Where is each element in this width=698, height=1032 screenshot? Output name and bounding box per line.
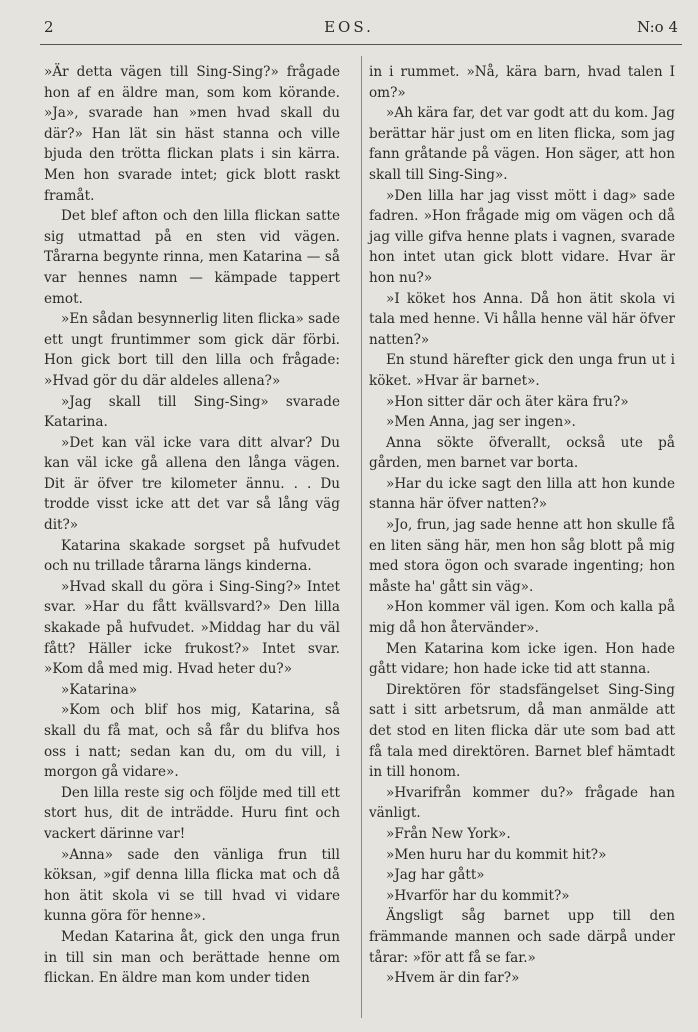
paragraph: Ängsligt såg barnet upp till den främmande mannen och sade därpå under tårar: »för att få se far.» — [369, 908, 675, 966]
header-rule — [40, 44, 682, 45]
left-column — [44, 62, 340, 989]
paragraph: Det blef afton och den lilla flickan satte sig utmattad på en sten vid vägen. Tårarna begynte rinna, men Katarina — så var hennes namn — kämpade tappert emot. — [44, 208, 340, 307]
issue-number: N:o 4 — [637, 18, 678, 36]
paragraph: En stund härefter gick den unga frun ut i köket. »Hvar är barnet». — [369, 352, 675, 389]
paragraph: »Men Anna, jag ser ingen». — [386, 414, 576, 431]
paragraph: »Hvarifrån kommer du?» frågade han vänligt. — [369, 784, 675, 822]
page-header — [0, 18, 698, 40]
paragraph: »Hon kommer väl igen. Kom och kalla på mig då hon återvänder». — [369, 599, 675, 637]
paragraph: »Anna» sade den vänliga frun till köksan, »gif denna lilla flicka mat och då hon ätit skola vi se till hvad vi vidare kunna göra för henne». — [44, 846, 340, 925]
paragraph: »Hvarför har du kommit?» — [386, 887, 570, 904]
paragraph: »Den lilla har jag visst mött i dag» sade fadren. »Hon frågade mig om vägen och då jag ville gifva henne plats i vagnen, svarade hon intet utan gick blott vidare. Hvar är hon nu?» — [369, 187, 675, 286]
paragraph: »Hvem är din far?» — [386, 970, 520, 987]
paragraph: »Men huru har du kommit hit?» — [386, 846, 607, 863]
paragraph: »Jag har gått» — [386, 867, 485, 884]
paragraph: Men Katarina kom icke igen. Hon hade gått vidare; hon hade icke tid att stanna. — [369, 640, 675, 678]
paragraph: »Jo, frun, jag sade henne att hon skulle få en liten säng här, men hon såg blott på mig med stora ögon och svarade ingenting; hon måste ha' gått sin väg». — [369, 517, 675, 595]
paragraph: Direktören för stadsfängelset Sing-Sing satt i sitt arbetsrum, då man anmälde att det stod en liten flicka där ute som bad att få tala med direktören. Barnet blef hämtadt in till honom. — [369, 681, 675, 781]
paragraph: »Ah kära far, det var godt att du kom. Jag berättar här just om en liten flicka, som jag fann gråtande på vägen. Hon säger, att hon skall till Sing-Sing». — [369, 105, 675, 183]
paragraph: Katarina skakade sorgset på hufvudet och nu trillade tårarna längs kinderna. — [44, 537, 340, 575]
paragraph: Anna sökte öfverallt, också ute på gården, men barnet var borta. — [369, 434, 675, 472]
right-column — [369, 62, 675, 989]
paragraph: »Kom och blif hos mig, Katarina, så skall du få mat, och så får du blifva hos oss i natt; sedan kan du, om du vill, i morgon gå vidare». — [44, 702, 340, 781]
paragraph: »Det kan väl icke vara ditt alvar? Du kan väl icke gå allena den långa vägen. Dit är öfver tre kilometer ännu. . . Du trodde visst icke att det var så lång väg dit?» — [44, 434, 340, 534]
paragraph: »En sådan besynnerlig liten flicka» sade ett ungt fruntimmer som gick där förbi. Hon gick bort till den lilla och frågade: »Hvad gör du där aldeles allena?» — [44, 311, 340, 389]
publication-title: EOS. — [324, 18, 374, 36]
paragraph: »Är detta vägen till Sing-Sing?» frågade hon af en äldre man, som kom körande. »Ja», svarade han »men hvad skall du där?» Han lät sin häst stanna och ville bjuda den trötta flickan plats i sin kärra. Men hon svarade intet; gick blott raskt framåt. — [44, 64, 340, 204]
column-divider — [361, 56, 362, 1018]
paragraph: »Från New York». — [386, 825, 511, 842]
paragraph: »I köket hos Anna. Då hon ätit skola vi tala med henne. Vi hålla henne väl här öfver natten?» — [369, 290, 675, 348]
page-number: 2 — [44, 18, 54, 36]
paragraph: »Har du icke sagt den lilla att hon kunde stanna här öfver natten?» — [369, 475, 675, 513]
paragraph: »Jag skall till Sing-Sing» svarade Katarina. — [44, 393, 340, 431]
paragraph: Den lilla reste sig och följde med till ett stort hus, dit de inträdde. Huru fint och vackert därinne var! — [44, 784, 340, 842]
paragraph: »Hvad skall du göra i Sing-Sing?» Intet svar. »Har du fått kvällsvard?» Den lilla skakade på hufvudet. »Middag har du väl fått? Häller icke frukost?» Intet svar. »Kom då med mig. Hvad heter du?» — [44, 578, 340, 678]
paragraph: »Hon sitter där och äter kära fru?» — [386, 393, 629, 410]
paragraph: in i rummet. »Nå, kära barn, hvad talen I om?» — [369, 64, 675, 101]
paragraph: Medan Katarina åt, gick den unga frun in till sin man och berättade henne om flickan. En äldre man kom under tiden — [44, 928, 340, 987]
paragraph: »Katarina» — [61, 681, 138, 698]
